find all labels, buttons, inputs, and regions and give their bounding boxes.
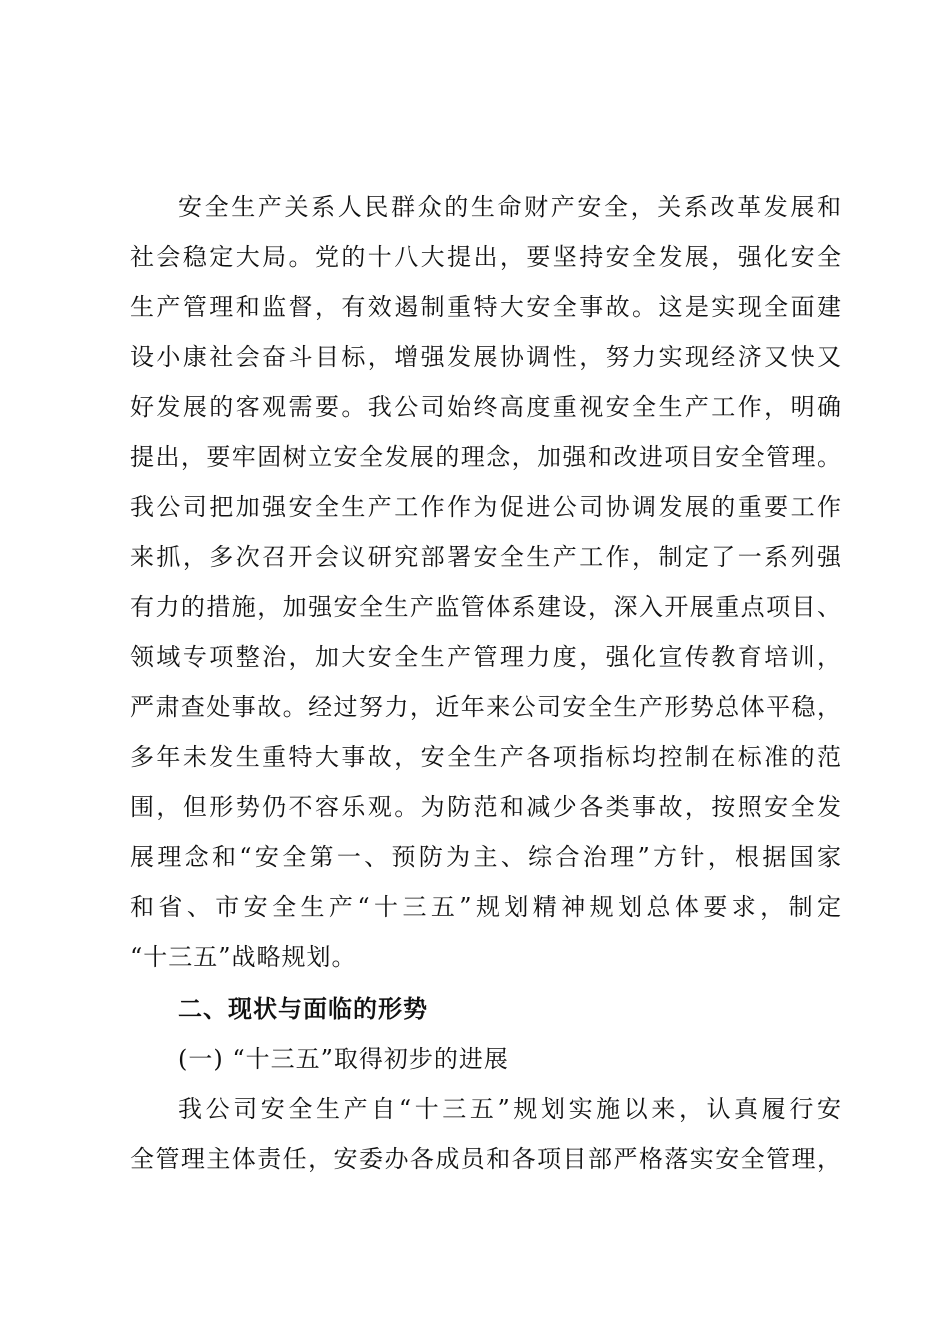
paragraph-1-line-6: 提出，要牢固树立安全发展的理念，加强和改进项目安全管理。 xyxy=(130,443,842,471)
subsection-heading: (一) “十三五”取得初步的进展 xyxy=(178,1045,509,1073)
paragraph-2-line-1: 我公司安全生产自“十三五”规划实施以来，认真履行安 xyxy=(178,1095,842,1123)
paragraph-1-line-7: 我公司把加强安全生产工作作为促进公司协调发展的重要工作 xyxy=(130,493,842,521)
paragraph-1-line-2: 社会稳定大局。党的十八大提出，要坚持安全发展，强化安全 xyxy=(130,243,842,271)
paragraph-1-line-14: 展理念和“安全第一、预防为主、综合治理”方针，根据国家 xyxy=(130,843,842,871)
paragraph-1-line-8: 来抓，多次召开会议研究部署安全生产工作，制定了一系列强 xyxy=(130,543,842,571)
paragraph-1-line-5: 好发展的客观需要。我公司始终高度重视安全生产工作，明确 xyxy=(130,393,842,421)
section-heading: 二、现状与面临的形势 xyxy=(178,995,428,1023)
paragraph-2-line-2: 全管理主体责任，安委办各成员和各项目部严格落实安全管理， xyxy=(130,1145,842,1173)
paragraph-1-line-13: 围，但形势仍不容乐观。为防范和减少各类事故，按照安全发 xyxy=(130,793,842,821)
paragraph-1-line-12: 多年未发生重特大事故，安全生产各项指标均控制在标准的范 xyxy=(130,743,842,771)
paragraph-1-line-9: 有力的措施，加强安全生产监管体系建设，深入开展重点项目、 xyxy=(130,593,842,621)
paragraph-1-line-11: 严肃查处事故。经过努力，近年来公司安全生产形势总体平稳， xyxy=(130,693,842,721)
paragraph-1-line-10: 领域专项整治，加大安全生产管理力度，强化宣传教育培训， xyxy=(130,643,842,671)
paragraph-1-line-4: 设小康社会奋斗目标，增强发展协调性，努力实现经济又快又 xyxy=(130,343,842,371)
paragraph-1-line-3: 生产管理和监督，有效遏制重特大安全事故。这是实现全面建 xyxy=(130,293,842,321)
paragraph-1-line-1: 安全生产关系人民群众的生命财产安全，关系改革发展和 xyxy=(178,193,842,221)
paragraph-1-line-15: 和省、市安全生产“十三五”规划精神规划总体要求，制定 xyxy=(130,893,842,921)
paragraph-1-line-16: “十三五”战略规划。 xyxy=(130,943,357,971)
